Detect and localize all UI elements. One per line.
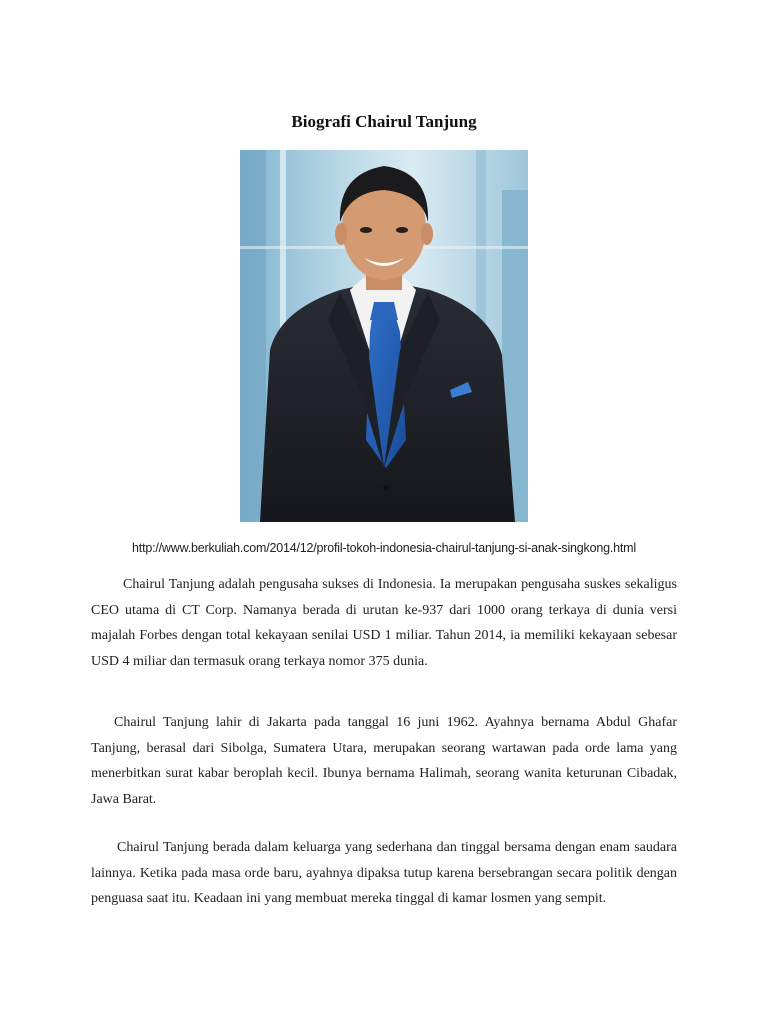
source-link[interactable]: http://www.berkuliah.com/2014/12/profil-tokoh-indonesia-chairul-tanjung-si-anak-singkong.html <box>132 541 636 555</box>
portrait-photo <box>240 150 528 522</box>
paragraph-birth: Chairul Tanjung lahir di Jakarta pada tanggal 16 juni 1962. Ayahnya bernama Abdul Ghafar Tanjung, berasal dari Sibolga, Sumatera Utara, merupakan seorang wartawan pada orde lama yang menerbitkan surat kabar beroplah kecil. Ibunya bernama Halimah, seorang wanita keturunan Cibadak, Jawa Barat. <box>91 715 677 807</box>
paragraph-family: Chairul Tanjung berada dalam keluarga yang sederhana dan tinggal bersama dengan enam saudara lainnya. Ketika pada masa orde baru, ayahnya dipaksa tutup karena bersebrangan secara politik dengan penguasa saat itu. Keadaan ini yang membuat mereka tinggal di kamar losmen yang sempit. <box>91 840 677 906</box>
paragraph-intro: Chairul Tanjung adalah pengusaha sukses di Indonesia. Ia merupakan pengusaha suskes sekaligus CEO utama di CT Corp. Namanya berada di urutan ke-937 dari 1000 orang terkaya di dunia versi majalah Forbes dengan total kekayaan senilai USD 1 miliar. Tahun 2014, ia memiliki kekayaan sebesar USD 4 miliar dan termasuk orang terkaya nomor 375 dunia. <box>91 577 677 669</box>
page-title: Biografi Chairul Tanjung <box>291 112 477 131</box>
